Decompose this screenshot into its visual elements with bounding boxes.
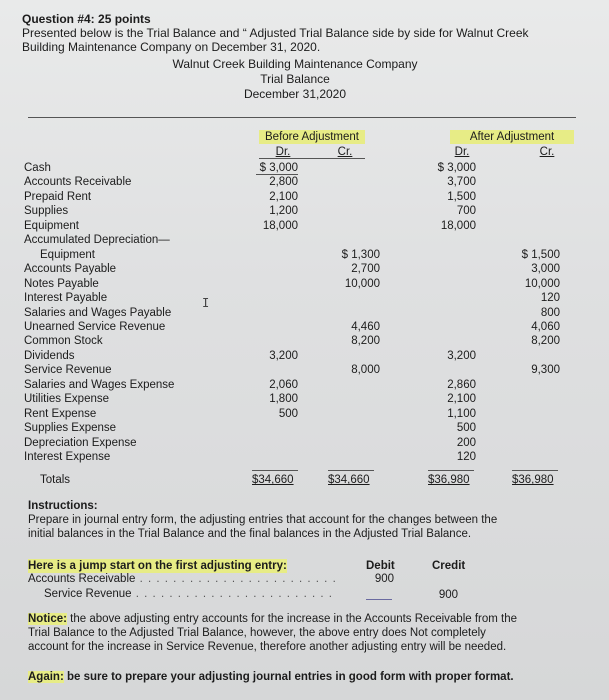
after-cr-value: 800 xyxy=(540,306,560,319)
before-dr-value: 3,200 xyxy=(269,349,298,362)
before-header-underline xyxy=(259,158,365,159)
after-dr-value: 120 xyxy=(456,451,476,463)
account-name: Supplies Expense xyxy=(24,422,117,435)
after-adjustment-header: After Adjustment xyxy=(450,130,574,144)
account-name: Accumulated Depreciation— xyxy=(24,234,170,247)
question-prompt-line-1: Presented below is the Trial Balance and “ Adjusted Trial Balance side by side for Walnut Creek xyxy=(22,26,529,40)
after-dr-value: 1,500 xyxy=(447,190,476,203)
instructions-line-2: initial balances in the Trial Balance and the final balances in the Adjusted Trial Balance. xyxy=(28,528,472,540)
account-name: Interest Payable xyxy=(24,292,108,305)
debit-amount: 900 xyxy=(374,573,394,585)
credit-account-name: Service Revenue xyxy=(44,588,132,600)
account-name: Cash xyxy=(24,162,51,174)
credit-account: Service Revenue . . . . . . . . . . . . . . . . . . . . . . . . xyxy=(44,588,333,600)
credit-header: Credit xyxy=(432,560,466,572)
before-dr-value: 2,060 xyxy=(269,378,298,391)
after-cr-value: 3,000 xyxy=(531,263,560,276)
question-prompt-line-2: Building Maintenance Company on December 31, 2020. xyxy=(22,40,321,54)
account-name: Rent Expense xyxy=(24,407,97,420)
after-cr-value: 4,060 xyxy=(531,320,560,333)
before-cr-value: 2,700 xyxy=(351,263,380,276)
after-dr-value: 18,000 xyxy=(440,219,476,232)
before-cr-value: 10,000 xyxy=(344,277,380,290)
account-name: Dividends xyxy=(24,349,75,362)
after-cr-total: $36,980 xyxy=(512,474,554,486)
account-name: Unearned Service Revenue xyxy=(24,320,166,333)
before-cr-value: $ 1,300 xyxy=(341,248,380,261)
before-cr-total: $34,660 xyxy=(328,474,370,486)
after-dr-value: 700 xyxy=(456,205,476,218)
account-name: Accounts Payable xyxy=(24,263,117,276)
before-cr-header: Cr. xyxy=(337,146,353,158)
after-cr-value: 10,000 xyxy=(524,277,560,290)
before-cr-value: 4,460 xyxy=(351,320,380,333)
before-dr-value: 2,100 xyxy=(269,190,298,203)
notice-line-1 xyxy=(28,612,517,626)
before-dr-value: $ 3,000 xyxy=(259,162,298,174)
after-dr-value: 2,860 xyxy=(447,378,476,391)
debit-header: Debit xyxy=(366,560,395,572)
before-dr-value: 500 xyxy=(278,407,298,420)
account-name: Prepaid Rent xyxy=(24,190,92,203)
entry-underline xyxy=(366,599,392,600)
after-dr-value: 3,200 xyxy=(447,349,476,362)
account-name: Equipment xyxy=(40,248,95,261)
again-text: be sure to prepare your adjusting journal entries in good form with proper format. xyxy=(63,671,514,683)
before-dr-value: 1,800 xyxy=(269,393,298,406)
account-name: Depreciation Expense xyxy=(24,436,137,449)
after-dr-value: $ 3,000 xyxy=(437,162,476,174)
before-dr-header: Dr. xyxy=(275,146,291,158)
account-name: Notes Payable xyxy=(24,277,99,290)
before-dr-total: $34,660 xyxy=(252,474,294,486)
text-cursor-icon: I xyxy=(202,296,210,310)
account-name: Salaries and Wages Expense xyxy=(24,378,175,391)
account-name: Service Revenue xyxy=(24,364,112,377)
notice-text-1: the above adjusting entry accounts for the increase in the Accounts Receivable from the xyxy=(66,613,518,625)
before-dr-value: 2,800 xyxy=(269,176,298,189)
cash-underline xyxy=(256,174,298,175)
before-dr-value: 1,200 xyxy=(269,205,298,218)
again-label: Again: xyxy=(28,671,64,683)
before-cr-value: 8,000 xyxy=(351,364,380,377)
question-title: Question #4: 25 points xyxy=(22,12,151,26)
account-name: Common Stock xyxy=(24,335,103,348)
debit-account: Accounts Receivable . . . . . . . . . . . . . . . . . . . . . . . . xyxy=(28,573,337,585)
company-name: Walnut Creek Building Maintenance Company xyxy=(172,57,418,71)
after-dr-value: 500 xyxy=(456,422,476,435)
before-dr-value: 18,000 xyxy=(262,219,298,232)
account-name: Supplies xyxy=(24,205,69,218)
account-name: Equipment xyxy=(24,219,79,232)
after-cr-total-rule xyxy=(512,470,558,471)
after-dr-total: $36,980 xyxy=(428,474,470,486)
again-line xyxy=(28,670,514,684)
after-cr-value: $ 1,500 xyxy=(521,248,560,261)
after-dr-total-rule xyxy=(428,470,474,471)
report-date: December 31,2020 xyxy=(243,87,347,101)
after-dr-value: 1,100 xyxy=(447,407,476,420)
after-dr-value: 3,700 xyxy=(447,176,476,189)
report-name: Trial Balance xyxy=(260,72,330,86)
credit-amount: 900 xyxy=(438,589,458,601)
after-dr-header: Dr. xyxy=(454,146,470,158)
account-name: Utilities Expense xyxy=(24,393,110,406)
instructions-line-1: Prepare in journal entry form, the adjusting entries that account for the changes between the xyxy=(28,514,498,526)
after-cr-value: 120 xyxy=(540,292,560,305)
notice-line-2: Trial Balance to the Adjusted Trial Balance, however, the above entry does Not completely xyxy=(28,627,486,639)
after-cr-value: 8,200 xyxy=(531,335,560,348)
header-divider xyxy=(28,117,576,118)
after-dr-value: 2,100 xyxy=(447,393,476,406)
totals-label: Totals xyxy=(40,474,71,486)
after-cr-value: 9,300 xyxy=(531,364,560,377)
jump-start-label: Here is a jump start on the first adjusting entry: xyxy=(28,560,287,572)
after-cr-header: Cr. xyxy=(539,146,555,158)
notice-label: Notice: xyxy=(28,613,67,625)
before-cr-total-rule xyxy=(328,470,374,471)
account-name: Interest Expense xyxy=(24,451,111,463)
account-name: Accounts Receivable xyxy=(24,176,132,189)
debit-account-name: Accounts Receivable xyxy=(28,573,136,585)
before-adjustment-header: Before Adjustment xyxy=(259,130,365,144)
notice-line-3: account for the increase in Service Revenue, therefore another adjusting entry will be needed. xyxy=(28,641,507,653)
before-dr-total-rule xyxy=(252,470,298,471)
instructions-heading: Instructions: xyxy=(28,500,98,512)
before-cr-value: 8,200 xyxy=(351,335,380,348)
account-name: Salaries and Wages Payable xyxy=(24,306,172,319)
after-dr-value: 200 xyxy=(456,436,476,449)
